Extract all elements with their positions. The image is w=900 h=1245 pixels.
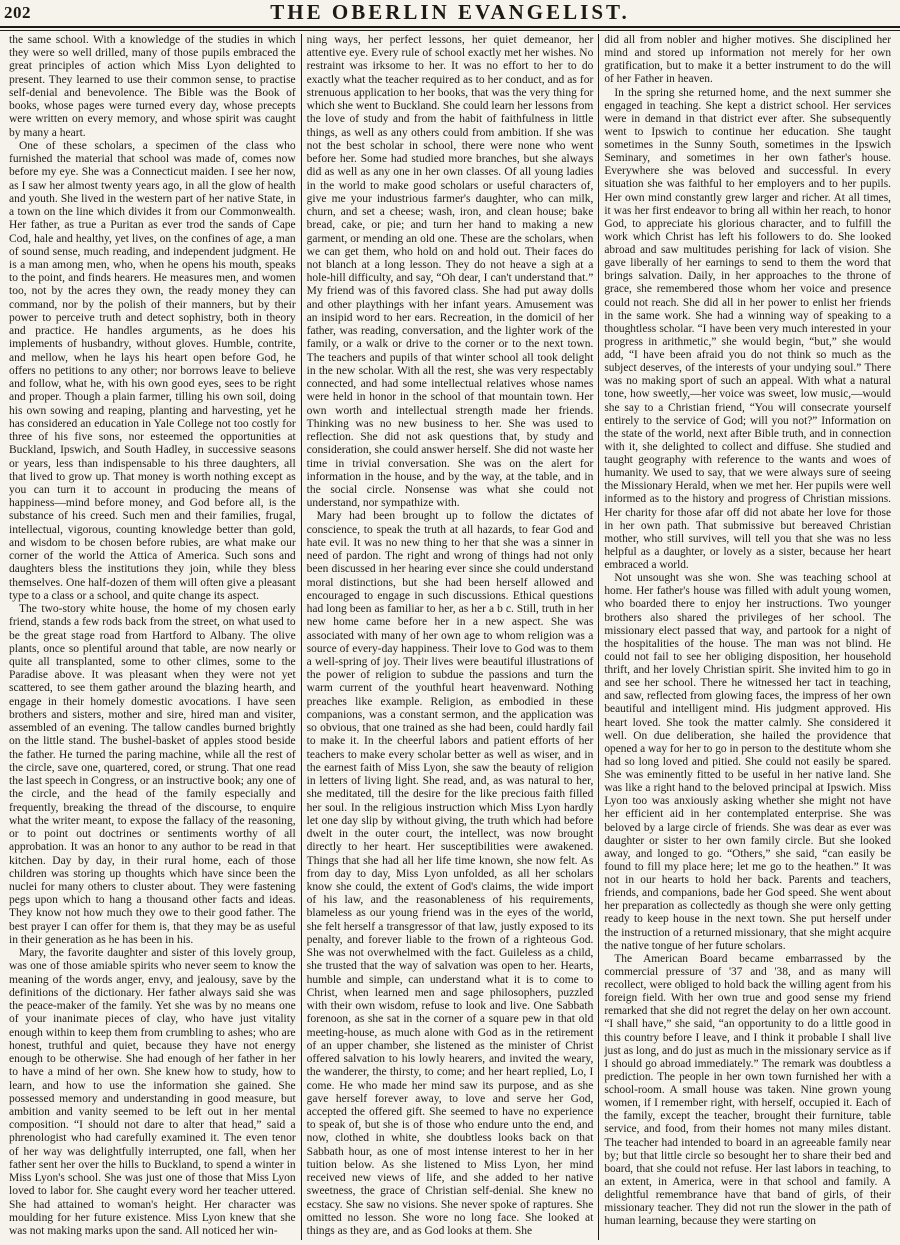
paragraph: ning ways, her perfect lessons, her quiet demeanor, her attentive eye. Every rule of school exactly met her wishes. No restraint was irksome to her. It was no effort to her to do exactly what the teacher required as to her conduct, and as for strenuous application to her books, that was the very thing for which she went to Buckland. She could learn her lessons from the love of study and from the habit of faithfulness in little things, as well as any others could from ambition. If she was not the best scholar in school, there were none who went before her. Some had studied more branches, but she always did as well as any one in her own classes. Of all young ladies in the world to make good scholars or useful characters of, give me your industrious farmer's daughter, who can milk, churn, and set a cheese; wash, iron, and clean house; bake bread, cake, or pie; and turn her hand to making a new garment, or mending an old one. These are the scholars, when we can get them, who hold on and hold out. Their faces do not blanch at a long lesson. They do not heave a sigh at a hole-hill difficulty, and say, “Oh dear, I can't understand that.” My friend was of this favored class. She had put away dolls and other playthings with her infant years. Amusement was an insipid word to her ears. Recreation, in the domicil of her father, was reading, conversation, and the lighter work of the family, or a walk or drive to the corner or to the next town. The teachers and pupils of that winter school all took delight in the new scholar. With all the rest, she was very respectably connected, and had some intellectual relatives whose names were held in honor in the school of that mountain town. Her own worth and intellectual strength made her friends. Thinking was no new business to her. She was used to reflection. She did not ask questions that, by study and consideration, she could answer herself. She did not waste her time in trivial conversation. She was on the alert for information in the house, and by the way, at the table, and in the social circle. Nonsense was what she could not understand, nor sympathize with. bbox=[306, 34, 594, 510]
running-title: THE OBERLIN EVANGELIST. bbox=[270, 0, 630, 24]
header-rule-thick bbox=[0, 26, 900, 28]
paragraph: In the spring she returned home, and the next summer she engaged in teaching. She kept a district school. Her services were in demand in that district ever after. She subsequently went to Ipswich to continue her education. She taught sometimes in the Sunny South, sometimes in the Ipswich Seminary, and sometimes in her own father's house. Everywhere she was beloved and successful. In every situation she was faithful to her employers and to her pupils. Her own mind constantly grew larger and richer. At all times, it was her first endeavor to bring all within her reach, to honor God, to appreciate his glorious character, and to fulfill the work which Christ has left his followers to do. She looked abroad and saw multitudes perishing for lack of vision. She gave liberally of her earnings to send to them the word that brings salvation. Daily, in her approaches to the throne of grace, she remembered those whom her voice and presence could not reach. She did all in her power to enlist her friends in the same work. She had a winning way of speaking to a thoughtless scholar. “I have been very much interested in your progress in arithmetic,” she would begin, “but,” she would add, “I have been afraid you do not think so much as the subject deserves, of the interests of your undying soul.” There was no making sport of such an appeal. With what a natural tone, how sweetly,—her voice was sweet, low music,—would she say to a Christian friend, “You will consecrate yourself entirely to the service of God; will you not?” Information on the state of the world, next after Bible truth, and in connection with it, she delighted to collect and diffuse. She studied and taught geography with reference to the wants and woes of humanity. We used to say, that we were always sure of seeing the Missionary Herald, when we met her. Her pupils were well informed as to the history and progress of Christian missions. Her charity for those afar off did not abate her love for those in her own path. That submissive but bereaved Christian mother, who still survives, will tell you that she was no less helpful as a daughter, or lovely as a sister, because her heart embraced a world. bbox=[604, 86, 892, 571]
paragraph: Mary, the favorite daughter and sister of this lovely group, was one of those amiable spirits who never seem to know the meaning of the words anger, envy, and jealousy, save by the definitions of the dictionary. Her father always said she was the peace-maker of the family. Yet she was by no means one of your inanimate pieces of clay, who have just vitality enough within to keep them from crumbling to ashes; who are honest, truthful and quiet, because they have not energy enough to be otherwise. She had enough of her father in her to have a mind of her own. She knew how to study, how to learn, and how to use the information she gained. She possessed memory and understanding in good measure, but ambition and vanity seemed to be left out in her mental composition. “I should not dare to alter that head,” said a phrenologist who had carefully examined it. The even tenor of her way was delightfully interrupted, one fall, when her father sent her over the hills to Buckland, to spend a winter in Miss Lyon's school. She was just one of those that Miss Lyon loved to labor for. She caught every word her teacher uttered. She had attained to woman's height. Her character was moulding for her future existence. Miss Lyon knew that she was not making marks upon the sand. All noticed her win- bbox=[9, 947, 296, 1238]
column-left bbox=[4, 34, 301, 1240]
paragraph: the same school. With a knowledge of the studies in which they were so well drilled, many of those pupils embraced the great principles of action which Miss Lyon delighted to present. They learned to use their common sense, to practise self-denial and benevolence. The Bible was the Book of books, whose pages were turned every day, whose precepts were written on every memory, and whose spirit was caught by many a heart. bbox=[9, 34, 296, 139]
text-columns bbox=[4, 34, 896, 1240]
column-middle bbox=[302, 34, 599, 1240]
paragraph: One of these scholars, a specimen of the class who furnished the material that school was made of, comes now before my eye. She was a Connecticut maiden. I see her now, as I saw her almost twenty years ago, in all the glow of health and youth. She lived in the western part of her native State, in a town on the line which divides it from our Commonwealth. Her father, as true a Puritan as ever trod the sands of Cape Cod, hale and healthy, yet lives, on the confines of age, a man of sound sense, much reading, and independent judgment. He is a man among men, who, when he opens his mouth, speaks to the point, and finds hearers. He measures men, and women too, not by the acres they own, the ready money they can command, nor by the polish of their manners, but by their power to perceive truth and detect sophistry, both in theory and practice. He handles arguments, as he does his implements of husbandry, without gloves. Humble, contrite, and mellow, when he lays his heart open before God, he offers no petitions to any other; nor borrows leave to believe and follow, what he, with his own good eyes, sees to be right and proper. Though a plain farmer, tilling his own soil, doing his own sowing and reaping, planting and harvesting, yet he has considered an education in Yale College not too costly for three of his five sons, nor esteemed the opportunities at Buckland, Ipswich, and South Hadley, in successive seasons or years, less than indispensable to his three daughters, all that lived to grow up. That money is worth nothing except as you can turn it to account in producing the means of happiness—mind before money, and God before all, is the substance of his creed. Such men and their families, frugal, intellectual, vigorous, counting knowledge better than gold, and wisdom to be chosen before rubies, are what make our corner of the world the Attica of America. Such sons and daughters bless the institutions they join, while they bless themselves. One half-dozen of them will often give a pleasant type to a class or a school, and quite change its aspect. bbox=[9, 139, 296, 602]
page-number: 202 bbox=[4, 3, 31, 22]
paragraph: Not unsought was she won. She was teaching school at home. Her father's house was filled with adult young women, who boarded there to enjoy her instructions. Two younger brothers also shared the privileges of her school. The missionary elect passed that way, and partook for a night of the hospitalities of the house. The man was not blind. He could not fail to see her obliging disposition, her household thrift, and her lovely Christian spirit. She invited him to go in and see her school. There he witnessed her tact in teaching, and saw, reflected from glowing faces, the impress of her own beautiful and intelligent mind. His judgment approved. His heart loved. She took the matter calmly. She considered it well. On due deliberation, she hailed the providence that opened a way for her to go in person to the destitute whom she had so long loved and pitied. She could not easily be spared. She was eminently fitted to be useful in her native land. She was like a right hand to the beloved principal at Ipswich. Miss Lyon too was anxiously asking whether she might not have her efficient aid in her contemplated enterprise. She was beloved by a large circle of friends. She was dear as ever was daughter or sister to her own family circle. But she looked away, and longed to go. “Others,” she said, “can easily be found to fill my place here; let me go to the heathen.” It was not in our hearts to hold her back. Parents and teachers, friends, and companions, bade her God speed. She went about her preparation as collectedly as though she were only getting ready to keep house in the next town. She put herself under the instruction of a returned missionary, that she might acquire the native tongue of her future scholars. bbox=[604, 572, 892, 952]
header-rule-thin bbox=[0, 30, 900, 31]
paragraph: Mary had been brought up to follow the dictates of conscience, to speak the truth at all hazards, to fear God and hate evil. It was no new thing to her that she was a sinner in need of pardon. The right and wrong of things had not only been discussed in her hearing ever since she could understand moral distinctions, but she had been herself allowed and encouraged to engage in such discussions. Ethical questions had long been as familiar to her, as her a b c. Still, truth in her new home came before her in a new aspect. She was associated with many of her own age to whom religion was a source of every-day happiness. Their love to God was to them a well-spring of joy. Their lives were beautiful illustrations of the power of religion to subdue the passions and turn the warm current of the youthful heart heavenward. Nothing preaches like example. Religion, as embodied in these companions, was a constant sermon, and the application was so obvious, that one trained as she had been, could hardly fail to make it. In the cheerful labors and patient efforts of her teachers to make every scholar better as well as wiser, and in the earnest faith of Miss Lyon, she saw the beauty of religion in letters of living light. She read, and, as was natural to her, she meditated, till the desire for the like precious faith filled her soul. In the religious instruction which Miss Lyon hardly let one day slip by without giving, the truth which had before dwelt in the outer court, the intellect, was now brought directly to her heart. Her susceptibilities were awakened. Things that she had all her life time known, she now felt. As from day to day, Miss Lyon unfolded, as all her scholars know she could, the extent of God's claims, the wide import of his law, and the reasonableness of his requirements, blameless as our young friend was in the eyes of the world, she felt herself a transgressor of that law, justly exposed to its penalty, and forever liable to the frown of a righteous God. She was not overwhelmed with the fact. Guileless as a child, she trusted that the way of salvation was open to her. Hearts, humble and simple, can understand what it is to come to Christ, when learned men and sage philosophers, puzzled with their own wisdom, refuse to look and live. One Sabbath forenoon, as she sat in the corner of a square pew in that old meeting-house, as much alone with God as in the retirement of an upper chamber, she listened as the minister of Christ offered salvation to his lowly hearers, and invited the weary, the wanderer, the thirsty, to come; and her heart replied, Lo, I come. He who made her mind saw its purpose, and as she gave herself forever away, to love and serve her God, accepted the offered gift. She seemed to have no experience to speak of, but she is of those who endure unto the end, and now, clothed in white, she doubtless looks back on that Sabbath hour, as one of most intense interest to her in her tuition below. As she listened to Miss Lyon, her mind received new views of life, and she added to her native sweetness, the grace of Christian self-denial. She knew no ecstacy. She saw no visions. She never spoke of raptures. She omitted no lesson. She wore no long face. She looked at things as they are, and as God looks at them. She bbox=[306, 510, 594, 1238]
paragraph: The American Board became embarrassed by the commercial pressure of '37 and '38, and as many will recollect, were obliged to hold back the willing agent from his foreign field. With her own true and good sense my friend remarked that she did not regret the delay on her own account. “I shall have,” she said, “an opportunity to do a little good in this country before I leave, and I think it probable I shall live just as long, and do just as much in the missionary service as if I should go abroad immediately.” The remark was doubtless a prediction. The people in her own town furnished her with a school-room. A small house was taken. Nine grown young women, if I remember right, with herself, occupied it. Each of the family, except the teacher, brought their furniture, table service, and food, from their homes not many miles distant. The teacher had intended to board in an agreeable family near by; but that little circle so besought her to share their bed and board, that she could not refuse. Her last labors in teaching, to an extent, in America, were in that school and family. A delightful remembrance have that band of girls, of their missionary teacher. They did not run the slower in the path of human learning, because they were starting on bbox=[604, 952, 892, 1228]
paragraph: did all from nobler and higher motives. She disciplined her mind and stored up information not merely for her own gratification, but to make it a better instrument to do the will of her Father in heaven. bbox=[604, 34, 892, 86]
paragraph: The two-story white house, the home of my chosen early friend, stands a few rods back from the street, on what used to be the great stage road from Hartford to Albany. The olive plants, once so plentiful around that table, are now nearly or quite all transplanted, some to other climes, some to the Paradise above. It was pleasant when they were not yet scattered, to see them gather around the blazing hearth, and engage in their homely domestic avocations. I have seen brothers and sisters, mother and sire, hired man and visiter, assembled of an evening. The tallow candles burned brightly on the little stand. The bushel-basket of apples stood beside the father. He turned the paring machine, while all the rest of the circle, save one, quartered, cored, or strung. That one read the last speech in Congress, or an instructive book; any one of the circle, and the head of the family especially and frequently, breaking the thread of the discourse, to enquire what the writer meant, to expose the fallacy of the reasoning, or to point out doctrines or sentiments worthy of all approbation. It was an honor to any author to be read in that kitchen. Day by day, in their rural home, each of those children was storing up thoughts which have since been the nuclei for many others to cluster about. They were fastening pegs upon which to hang a thousand other facts and ideas. They know not how much they owe to their good father. The best prayer I can offer for them is, that they may be as useful in their generation as he has been in his. bbox=[9, 603, 296, 946]
masthead bbox=[0, 0, 900, 27]
column-right bbox=[599, 34, 896, 1240]
